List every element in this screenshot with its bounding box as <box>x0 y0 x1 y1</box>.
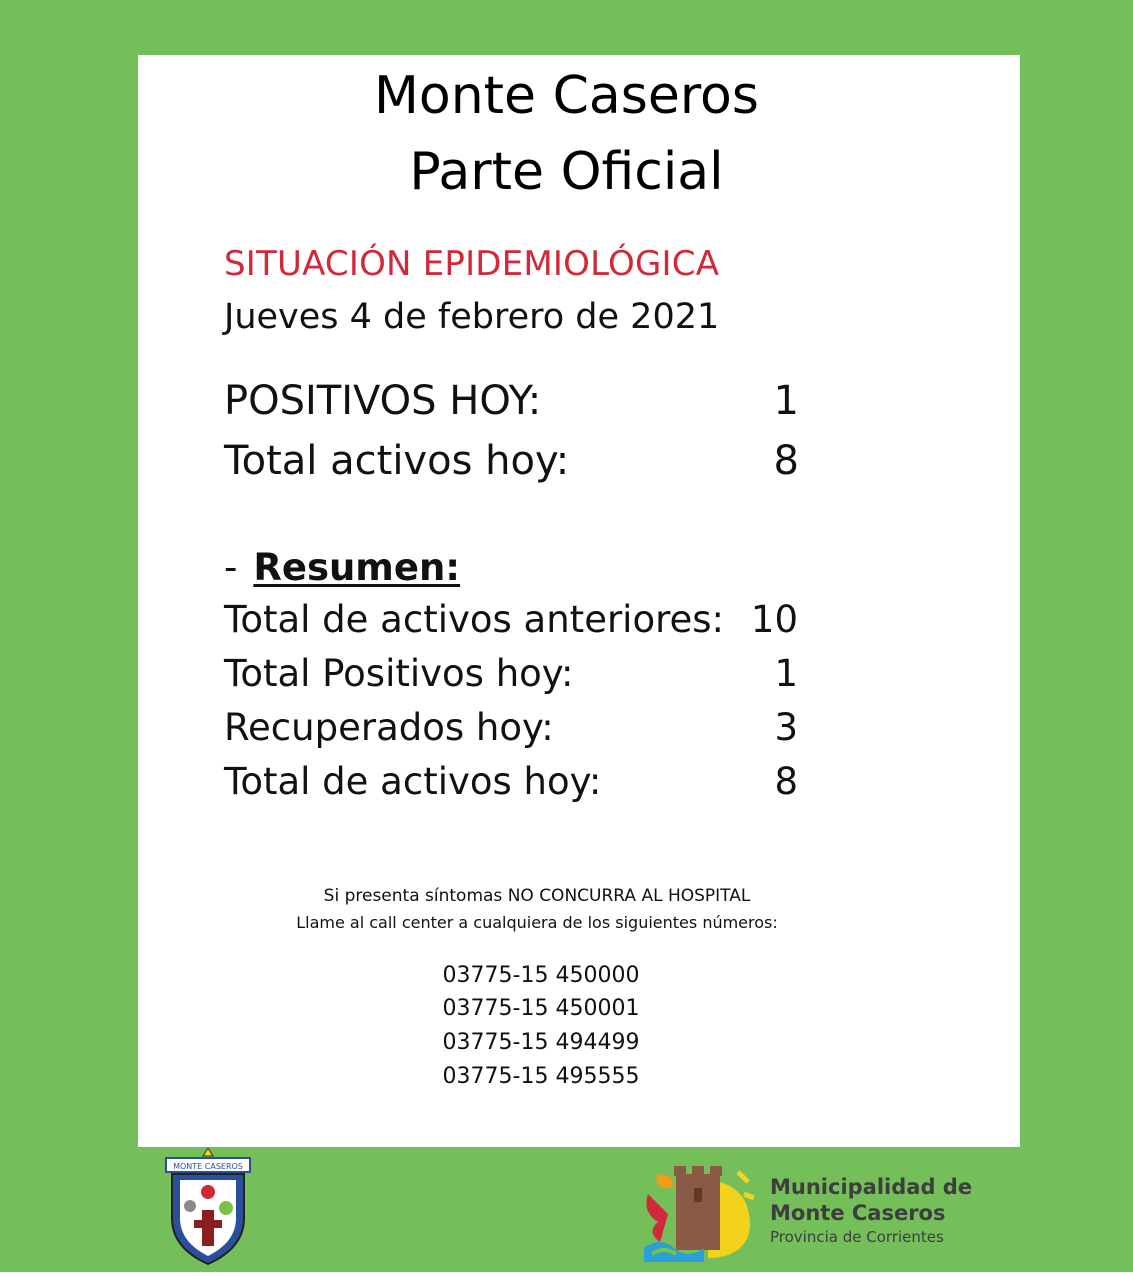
summary-label: Recuperados hoy: <box>224 706 554 749</box>
summary-label: Total de activos anteriores: <box>224 598 724 641</box>
phone-number: 03775-15 450001 <box>442 996 640 1021</box>
summary-value: 3 <box>774 706 798 749</box>
municipality-logo-icon <box>638 1150 758 1265</box>
municipality-line-1: Municipalidad de <box>770 1175 973 1199</box>
highlight-value: 1 <box>773 378 799 424</box>
province-line: Provincia de Corrientes <box>770 1228 944 1246</box>
notice-line-1 <box>0 886 1074 906</box>
summary-label: Total de activos hoy: <box>224 760 602 803</box>
highlight-label: POSITIVOS HOY: <box>224 378 542 424</box>
summary-label: Total Positivos hoy: <box>224 652 574 695</box>
report-date: Jueves 4 de febrero de 2021 <box>224 297 720 337</box>
summary-dash: - <box>224 546 238 589</box>
municipality-name <box>770 1174 972 1248</box>
summary-value: 10 <box>750 598 798 641</box>
section-title: SITUACIÓN EPIDEMIOLÓGICA <box>224 244 720 284</box>
summary-value: 8 <box>774 760 798 803</box>
phone-number: 03775-15 494499 <box>442 1030 640 1055</box>
page-subtitle: Parte Oficial <box>409 142 724 202</box>
notice-emphasis: NO CONCURRA AL HOSPITAL <box>507 886 751 906</box>
crest-icon <box>162 1148 254 1266</box>
notice-prefix: Si presenta síntomas <box>323 886 503 906</box>
phone-number: 03775-15 450000 <box>442 963 640 988</box>
highlight-value: 8 <box>773 438 799 484</box>
municipality-line-2: Monte Caseros <box>770 1201 946 1225</box>
summary-heading <box>224 546 460 589</box>
summary-value: 1 <box>774 652 798 695</box>
notice-line-2: Llame al call center a cualquiera de los siguientes números: <box>296 913 778 932</box>
phone-number: 03775-15 495555 <box>442 1064 640 1089</box>
svg-text:MONTE CASEROS: MONTE CASEROS <box>173 1162 243 1171</box>
summary-heading-text: Resumen: <box>253 546 461 589</box>
highlight-label: Total activos hoy: <box>224 438 570 484</box>
page-title: Monte Caseros <box>374 66 759 126</box>
